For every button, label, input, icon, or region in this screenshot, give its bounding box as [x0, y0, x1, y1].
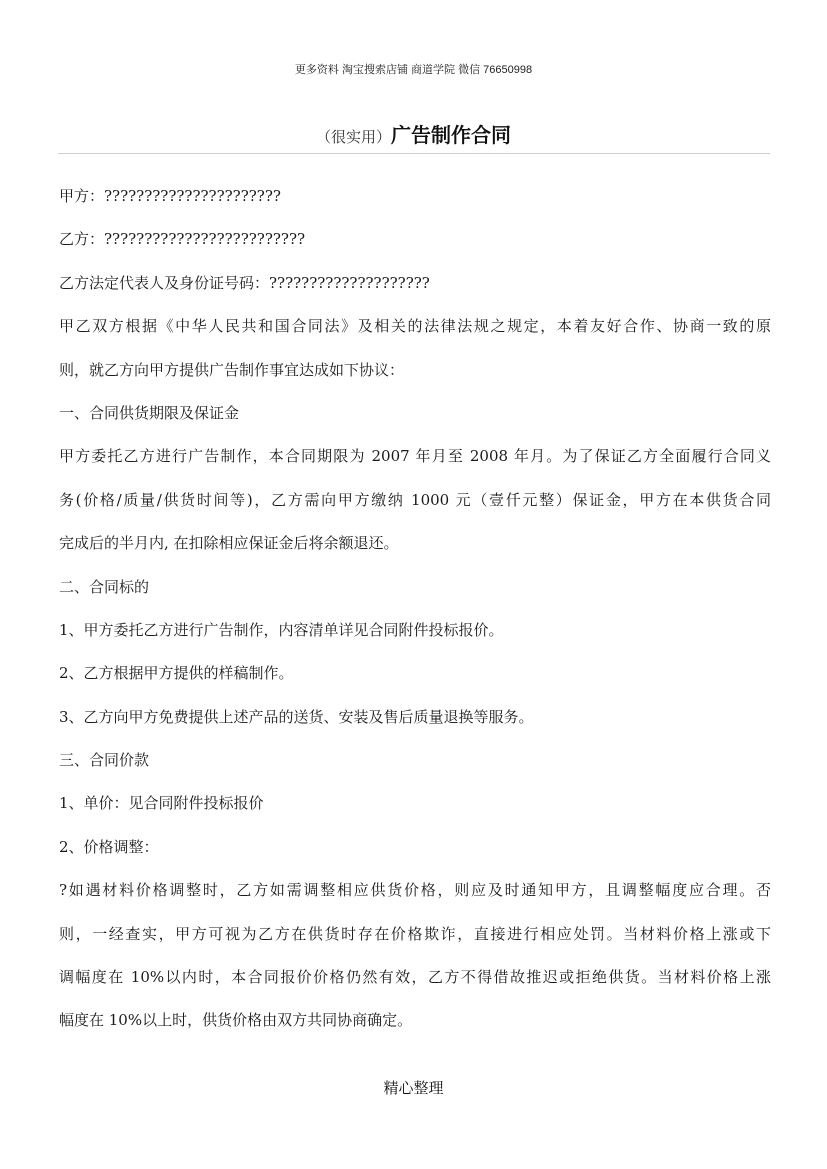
preamble-line: 则，就乙方向甲方提供广告制作事宜达成如下协议： [59, 360, 405, 379]
contract-body [59, 175, 771, 1043]
section-2-item: 3、乙方向甲方免费提供上述产品的送货、安装及售后质量退换等服务。 [59, 707, 534, 726]
party-b-representative-line: 乙方法定代表人及身份证号码：???????????????????? [59, 273, 430, 292]
section-3-item: 2、价格调整： [59, 837, 159, 856]
price-adjustment-line: 调幅度在 10%以内时，本合同报价价格仍然有效，乙方不得借故推迟或拒绝供货。当材料价格上涨 [59, 968, 771, 987]
price-adjustment-line: 幅度在 10%以上时，供货价格由双方共同协商确定。 [59, 1011, 413, 1030]
section-3-item: 1、单价：见合同附件投标报价 [59, 794, 264, 813]
header-note: 更多资料 淘宝搜索店铺 商道学院 微信 76650998 [294, 64, 533, 76]
section-heading: 二、合同标的 [59, 577, 150, 596]
title-main: 广告制作合同 [391, 123, 511, 147]
party-b-line: 乙方：????????????????????????? [59, 230, 306, 249]
party-a-line: 甲方：?????????????????????? [59, 187, 281, 205]
section-2-item: 1、甲方委托乙方进行广告制作，内容清单详见合同附件投标报价。 [59, 620, 504, 639]
price-adjustment-line: 则，一经查实，甲方可视为乙方在供货时存在价格欺诈，直接进行相应处罚。当材料价格上涨或下 [59, 924, 771, 943]
section-1-text-line: 甲方委托乙方进行广告制作，本合同期限为 2007 年月至 2008 年月。为了保证乙方全面履行合同义 [59, 447, 771, 466]
document-title [0, 119, 827, 148]
footer-note: 精心整理 [383, 1079, 444, 1097]
section-1-text-line: 完成后的半月内, 在扣除相应保证金后将余额退还。 [59, 534, 399, 553]
section-heading: 三、合同价款 [59, 751, 150, 770]
title-prefix: （很实用） [315, 128, 391, 146]
preamble-line: 甲乙双方根据《中华人民共和国合同法》及相关的法律法规之规定，本着友好合作、协商一致的原 [59, 317, 771, 336]
section-heading: 一、合同供货期限及保证金 [59, 403, 240, 422]
section-2-item: 2、乙方根据甲方提供的样稿制作。 [59, 664, 294, 683]
title-divider [58, 153, 770, 154]
section-1-text-line: 务(价格/质量/供货时间等)，乙方需向甲方缴纳 1000 元（壹仟元整）保证金，甲方在本供货合同 [59, 490, 771, 509]
price-adjustment-line: ?如遇材料价格调整时，乙方如需调整相应供货价格，则应及时通知甲方，且调整幅度应合理。否 [59, 881, 771, 900]
